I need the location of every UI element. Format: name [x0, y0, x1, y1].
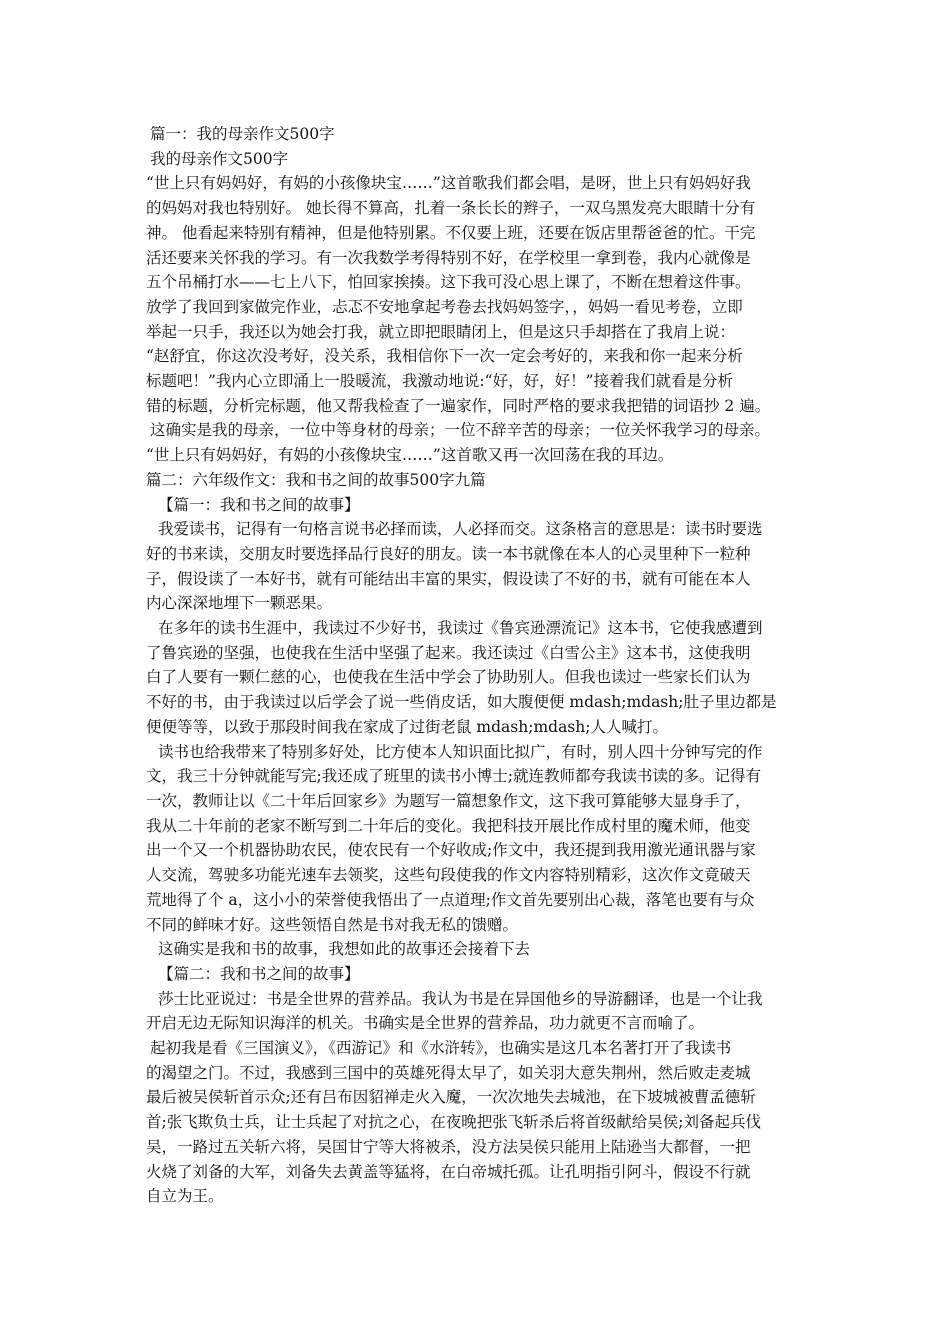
text-line: 五个吊桶打水——七上八下，怕回家挨揍。这下我可没心思上课了，不断在想着这件事。	[146, 273, 751, 292]
text-line: 火烧了刘备的大军，刘备失去黄盖等猛将，在白帝城托孤。让孔明指引阿斗，假设不行就	[146, 1162, 751, 1181]
text-line: 了鲁宾逊的坚强，也使我在生活中坚强了起来。我还读过《白雪公主》这本书，这使我明	[146, 643, 751, 662]
text-line: 标题吧！”我内心立即涌上一股暖流，我激动地说:“好，好，好！”接着我们就看是分析	[146, 372, 733, 391]
sub-heading: 【篇二：我和书之间的故事】	[158, 964, 360, 983]
text-line: 自立为王。	[146, 1187, 224, 1206]
text-line: 人交流，驾驶多功能光速车去领奖，这些句段使我的作文内容特别精彩，这次作文竟破天	[146, 866, 751, 885]
text-line: 吴，一路过五关斩六将，吴国甘宁等大将被杀，没方法吴侯只能用上陆逊当大都督，一把	[146, 1137, 751, 1156]
text-line: 最后被吴侯斩首示众;还有吕布因貂禅走火入魔，一次次地失去城池，在下坡城被曹孟德斩	[146, 1088, 756, 1107]
text-line: 这确实是我和书的故事，我想如此的故事还会接着下去	[158, 940, 531, 959]
text-line: 举起一只手，我还以为她会打我，就立即把眼睛闭上，但是这只手却搭在了我肩上说：	[146, 322, 736, 341]
text-line: 一次，教师让以《二十年后回家乡》为题写一篇想象作文，这下我可算能够大显身手了，	[146, 791, 751, 810]
text-line: 放学了我回到家做完作业，忐忑不安地拿起考卷去找妈妈签字，，妈妈一看见考卷，立即	[146, 297, 743, 316]
text-line: 错的标题，分析完标题，他又帮我检查了一遍家作，同时严格的要求我把错的词语抄 2 遍。	[146, 396, 771, 415]
text-line: “世上只有妈妈好，有妈的小孩像块宝……”这首歌我们都会唱，是呀，世上只有妈妈好我	[146, 174, 751, 193]
text-line: 在多年的读书生涯中，我读过不少好书，我读过《鲁宾逊漂流记》这本书，它使我感遭到	[158, 619, 763, 638]
text-line: 好的书来读，交朋友时要选择品行良好的朋友。读一本书就像在本人的心灵里种下一粒种	[146, 544, 751, 563]
text-line: 不好的书，由于我读过以后学会了说一些俏皮话，如大腹便便 mdash;mdash;肚子里边都是	[146, 693, 777, 712]
text-line: 的渴望之门。不过，我感到三国中的英雄死得太早了，如关羽大意失荆州，然后败走麦城	[146, 1063, 751, 1082]
text-line: 读书也给我带来了特别多好处，比方使本人知识面比拟广，有时，别人四十分钟写完的作	[158, 742, 763, 761]
text-line: 不同的鲜味才好。这些领悟自然是书对我无私的馈赠。	[146, 915, 519, 934]
text-line: 我从二十年前的老家不断写到二十年后的变化。我把科技开展比作成村里的魔术师，他变	[146, 816, 751, 835]
text-line: 首;张飞欺负士兵，让士兵起了对抗之心，在夜晚把张飞斩杀后将首级献给吴侯;刘备起兵伐	[146, 1113, 761, 1132]
text-line: 子，假设读了一本好书，就有可能结出丰富的果实，假设读了不好的书，就有可能在本人	[146, 569, 751, 588]
text-line: 莎士比亚说过：书是全世界的营养品。我认为书是在异国他乡的导游翻译，也是一个让我	[158, 989, 763, 1008]
text-line: “世上只有妈妈好，有妈的小孩像块宝……”这首歌又再一次回荡在我的耳边。	[146, 446, 674, 465]
text-line: 便便等等，以致于那段时间我在家成了过街老鼠 mdash;mdash;人人喊打。	[146, 717, 668, 736]
text-line: 开启无边无际知识海洋的机关。书确实是全世界的营养品，功力就更不言而喻了。	[146, 1014, 705, 1033]
text-line: 起初我是看《三国演义》，《西游记》和《水浒转》，也确实是这几本名著打开了我读书	[150, 1039, 732, 1058]
section-title-1: 篇一：我的母亲作文500字	[150, 125, 335, 143]
text-line: 这确实是我的母亲，一位中等身材的母亲；一位不辞辛苦的母亲；一位关怀我学习的母亲。	[150, 421, 771, 440]
text-line: 我爱读书，记得有一句格言说书必择而读，人必择而交。这条格言的意思是：读书时要选	[158, 520, 763, 539]
text-line: “赵舒宜，你这次没考好，没关系，我相信你下一次一定会考好的，来我和你一起来分析	[146, 347, 743, 366]
section-title-2: 篇二：六年级作文：我和书之间的故事500字九篇	[146, 470, 486, 489]
text-line: 活还要来关怀我的学习。有一次我数学考得特别不好，在学校里一拿到卷，我内心就像是	[146, 248, 751, 267]
text-line: 出一个又一个机器协助农民，使农民有一个好收成;作文中，我还提到我用激光通讯器与家	[146, 841, 756, 860]
text-line: 神。 他看起来特别有精神，但是他特别累。不仅要上班，还要在饭店里帮爸爸的忙。干完	[146, 223, 756, 242]
text-line: 文，我三十分钟就能写完;我还成了班里的读书小博士;就连教师都夸我读书读的多。记得有	[146, 767, 761, 786]
essay-title-1: 我的母亲作文500字	[150, 149, 289, 168]
text-line: 荒地得了个 a，这小小的荣誉使我悟出了一点道理;作文首先要别出心裁，落笔也要有与众	[146, 890, 755, 909]
text-line: 白了人要有一颗仁慈的心，也使我在生活中学会了协助别人。但我也读过一些家长们认为	[146, 668, 751, 687]
text-line: 内心深深地埋下一颗恶果。	[146, 594, 333, 613]
text-line: 的妈妈对我也特别好。 她长得不算高，扎着一条长长的辫子，一双乌黑发亮大眼睛十分有	[146, 199, 756, 218]
sub-heading: 【篇一：我和书之间的故事】	[158, 495, 360, 514]
